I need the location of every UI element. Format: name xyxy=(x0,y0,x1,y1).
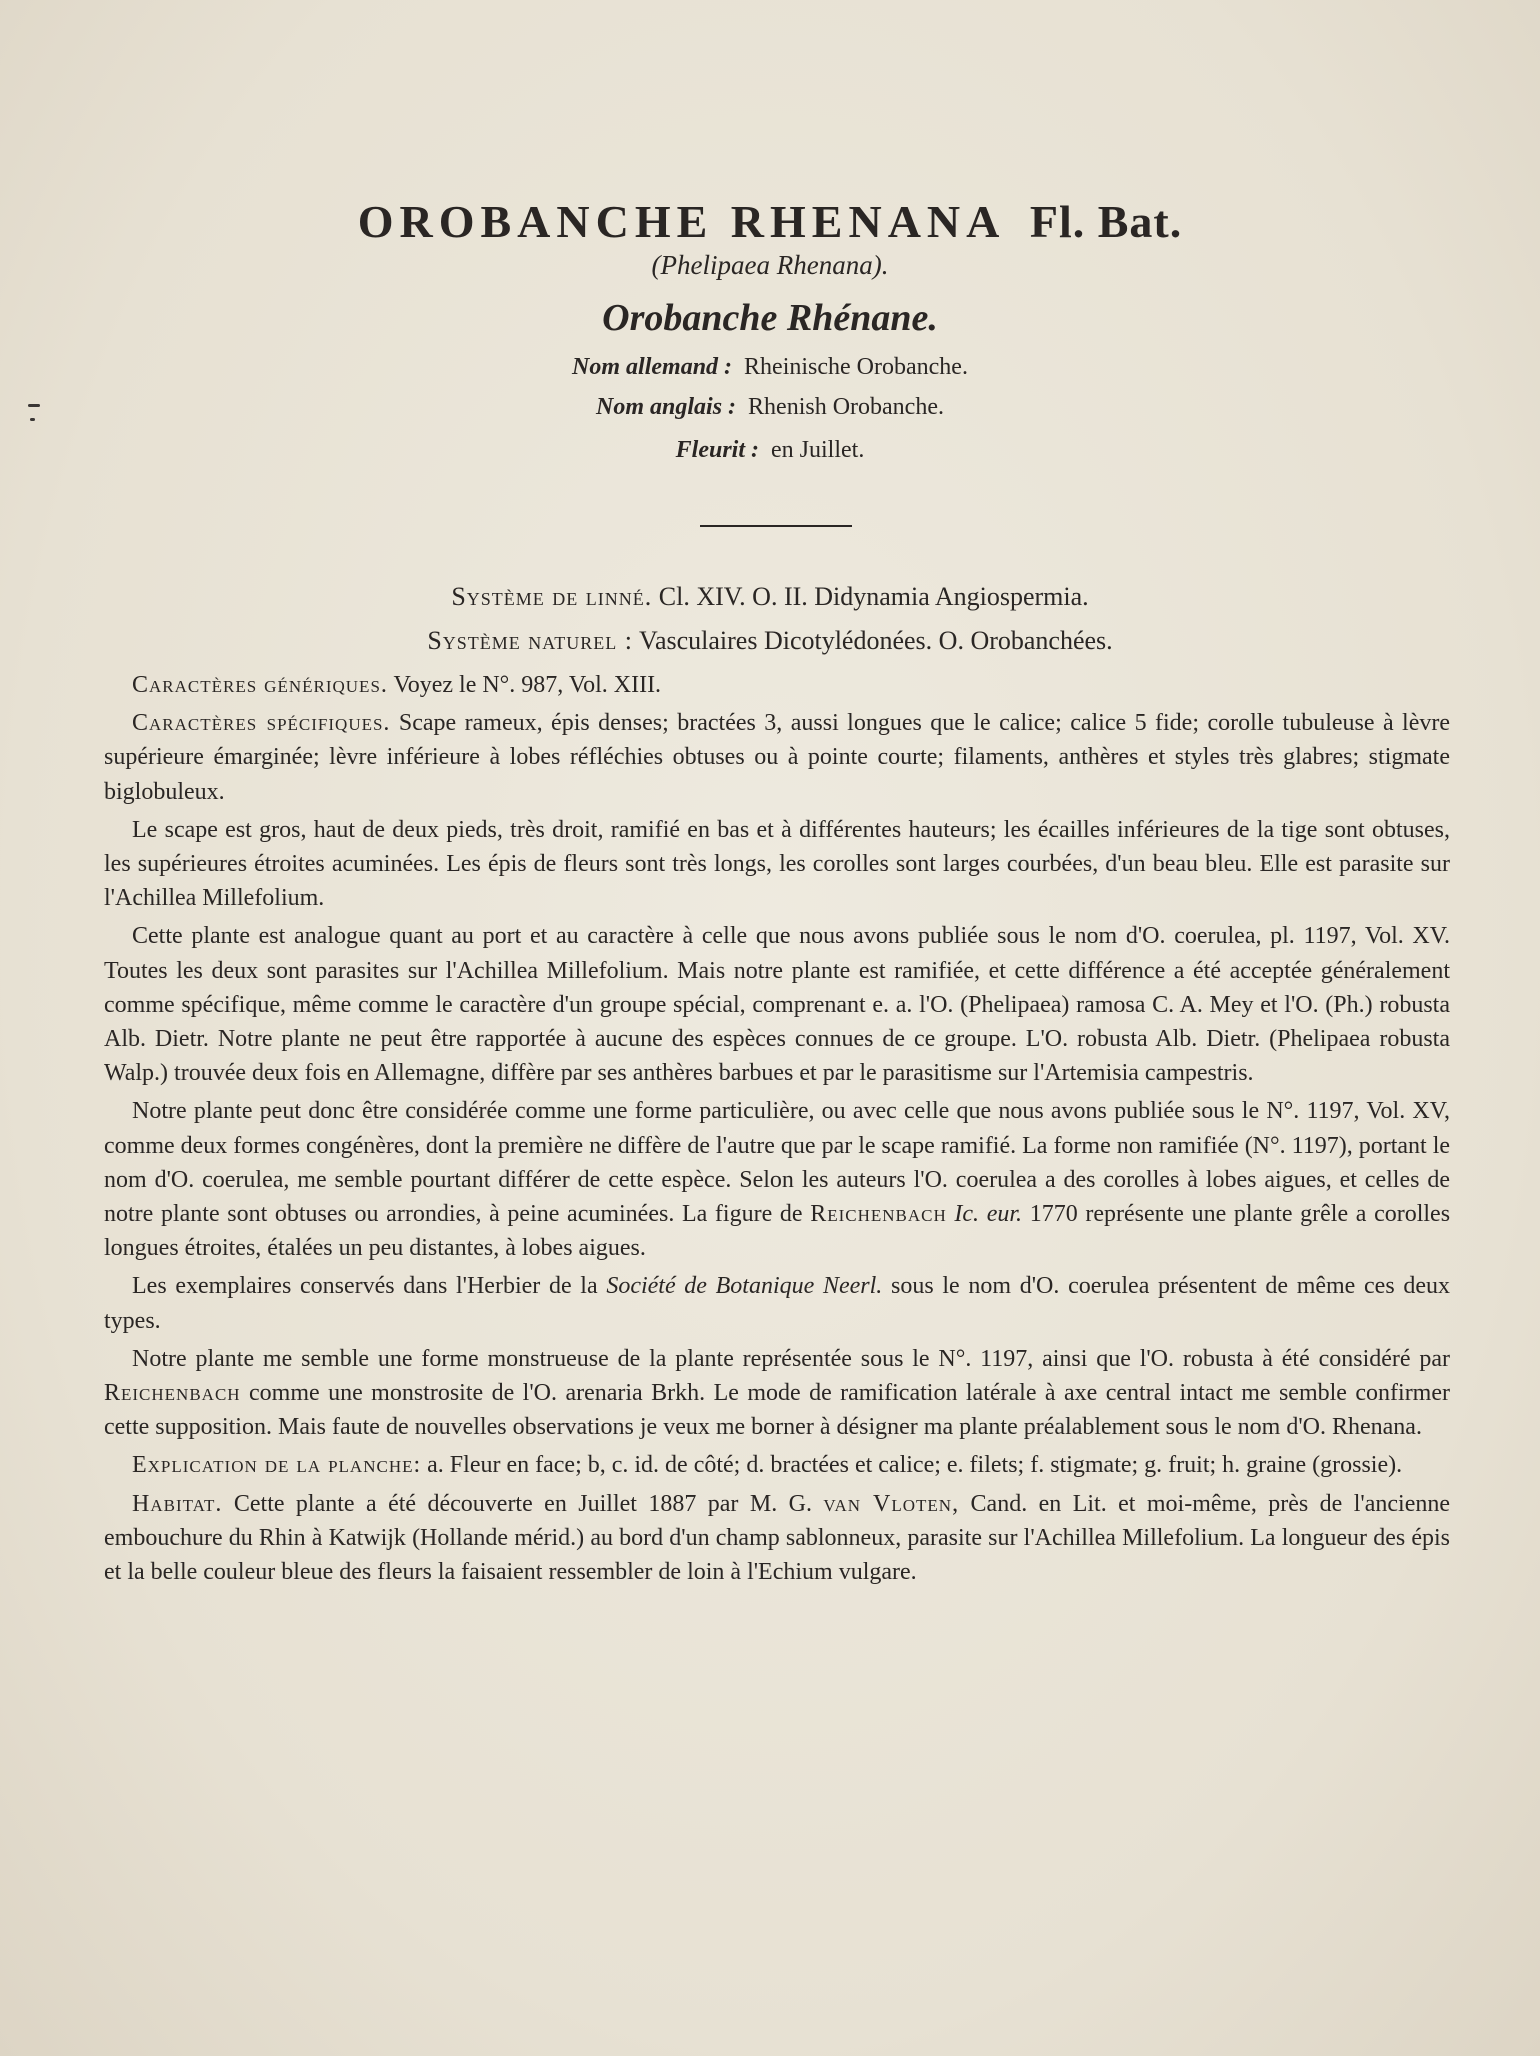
specific-label: Caractères spécifiques. xyxy=(132,710,391,737)
explanation-text: a. Fleur en face; b, c. id. de côté; d. bractées et calice; e. filets; f. stigmate; g. fruit; h. graine (grossie). xyxy=(427,1452,1403,1479)
german-name-row xyxy=(0,354,1540,381)
generic-label: Caractères génériques. xyxy=(132,672,388,698)
paragraph-4 xyxy=(104,1269,1450,1337)
habitat xyxy=(104,1487,1450,1590)
collector-name: van Vloten, xyxy=(823,1490,960,1517)
synonym: (Phelipaea Rhenana). xyxy=(651,250,889,280)
flowering-row xyxy=(0,437,1540,464)
linne-system xyxy=(0,582,1540,612)
specific-characters xyxy=(104,706,1450,809)
paragraph-3 xyxy=(104,1094,1450,1265)
linne-label: Système de linné. xyxy=(451,582,653,611)
german-value: Rheinische Orobanche. xyxy=(744,354,968,380)
author-reichenbach: Reichenbach xyxy=(104,1380,241,1407)
generic-characters xyxy=(104,668,1450,702)
paragraph-3-a: Notre plante peut donc être considérée comme une forme particulière, ou avec celle que nous avons publiée sous le N°. 1197, Vol. XV, comme deux formes congénères, dont la première ne diffère de l'autre que par le scape ramifié. La forme non ramifiée (N°. 1197), portant le nom d'O. coerulea, me semble pourtant différer de cette espèce. Selon les auteurs l'O. coerulea a des corolles à lobes aigues, et celles de notre plante sont obtuses ou arrondies, à peine acuminées. La figure de xyxy=(104,1098,1451,1228)
paragraph-5-b: comme une monstrosite de l'O. arenaria Brkh. Le mode de ramification latérale à axe central intact me semble confirmer cette supposition. Mais faute de nouvelles observations je veux me borner à désigner ma plante préalablement sous le nom d'O. Rhenana. xyxy=(104,1380,1450,1441)
natural-value: Vasculaires Dicotylédonées. O. Orobanchées. xyxy=(639,626,1113,655)
habitat-b: Cand. en Lit. et moi-même, près de l'ancienne embouchure du Rhin à Katwijk (Hollande mérid.) au bord d'un champ sablonneux, parasite sur l'Achillea Millefolium. La longueur des épis et la belle couleur bleue des fleurs la faisaient ressembler de loin à l'Echium vulgare. xyxy=(104,1490,1451,1586)
explanation-label: Explication de la planche: xyxy=(132,1452,422,1479)
title-author: Fl. Bat. xyxy=(1029,196,1183,247)
body-text xyxy=(104,668,1450,1593)
flowering-value: en Juillet. xyxy=(771,437,865,463)
specific-text: Scape rameux, épis denses; bractées 3, aussi longues que le calice; calice 5 fide; corolle tubuleuse à lèvre supérieure émarginée; lèvre inférieure à lobes réfléchies obtuses ou à pointe courte; filaments, anthères et styles très glabres; stigmate biglobuleux. xyxy=(104,710,1451,805)
english-name-row xyxy=(0,394,1540,421)
natural-system xyxy=(0,626,1540,656)
author-reichenbach: Reichenbach xyxy=(810,1201,947,1228)
paragraph-5 xyxy=(104,1342,1450,1445)
plate-explanation xyxy=(104,1448,1450,1482)
paragraph-4-b: sous le nom d'O. coerulea présentent de même ces deux types. xyxy=(104,1273,1451,1334)
flowering-label: Fleurit : xyxy=(675,437,759,463)
habitat-label: Habitat. xyxy=(132,1490,223,1517)
paragraph-1: Le scape est gros, haut de deux pieds, très droit, ramifié en bas et à différentes hauteurs; les écailles inférieures de la tige sont obtuses, les supérieures étroites acuminées. Les épis de fleurs sont très longs, les corolles sont larges courbées, d'un beau bleu. Elle est parasite sur l'Achillea Millefolium. xyxy=(104,816,1450,912)
title-main: OROBANCHE RHENANA xyxy=(357,196,1006,247)
german-label: Nom allemand : xyxy=(572,354,733,380)
paragraph-4-a: Les exemplaires conservés dans l'Herbier de la xyxy=(132,1273,598,1300)
society-name: Société de Botanique Neerl. xyxy=(606,1273,883,1300)
paragraph-2: Cette plante est analogue quant au port et au caractère à celle que nous avons publiée sous le nom d'O. coerulea, pl. 1197, Vol. XV. Toutes les deux sont parasites sur l'Achillea Millefolium. Mais notre plante est ramifiée, et cette différence a été acceptée généralement comme spécifique, même comme le caractère d'un groupe spécial, comprenant e. a. l'O. (Phelipaea) ramosa C. A. Mey et l'O. (Ph.) robusta Alb. Dietr. Notre plante ne peut être rapportée à aucune des espèces connues de ce groupe. L'O. robusta Alb. Dietr. (Phelipaea robusta Walp.) trouvée deux fois en Allemagne, diffère par ses anthères barbues et par le parasitisme sur l'Artemisia campestris. xyxy=(104,923,1450,1087)
reference: Ic. eur. xyxy=(954,1201,1023,1228)
french-name: Orobanche Rhénane. xyxy=(602,297,938,339)
divider xyxy=(700,525,852,527)
linne-value: Cl. XIV. O. II. Didynamia Angiospermia. xyxy=(658,582,1089,611)
habitat-a: Cette plante a été découverte en Juillet 1887 par M. G. xyxy=(233,1490,812,1517)
paragraph-5-a: Notre plante me semble une forme monstrueuse de la plante représentée sous le N°. 1197, ainsi que l'O. robusta à été considéré par xyxy=(132,1345,1450,1372)
english-label: Nom anglais : xyxy=(596,394,737,420)
english-value: Rhenish Orobanche. xyxy=(748,394,944,420)
natural-label: Système naturel : xyxy=(427,626,634,655)
generic-text: Voyez le N°. 987, Vol. XIII. xyxy=(393,672,662,698)
page-title xyxy=(0,195,1540,248)
paragraph-3-b: 1770 représente une plante grêle a corolles longues étroites, étalées un peu distantes, à lobes aigues. xyxy=(104,1201,1451,1262)
